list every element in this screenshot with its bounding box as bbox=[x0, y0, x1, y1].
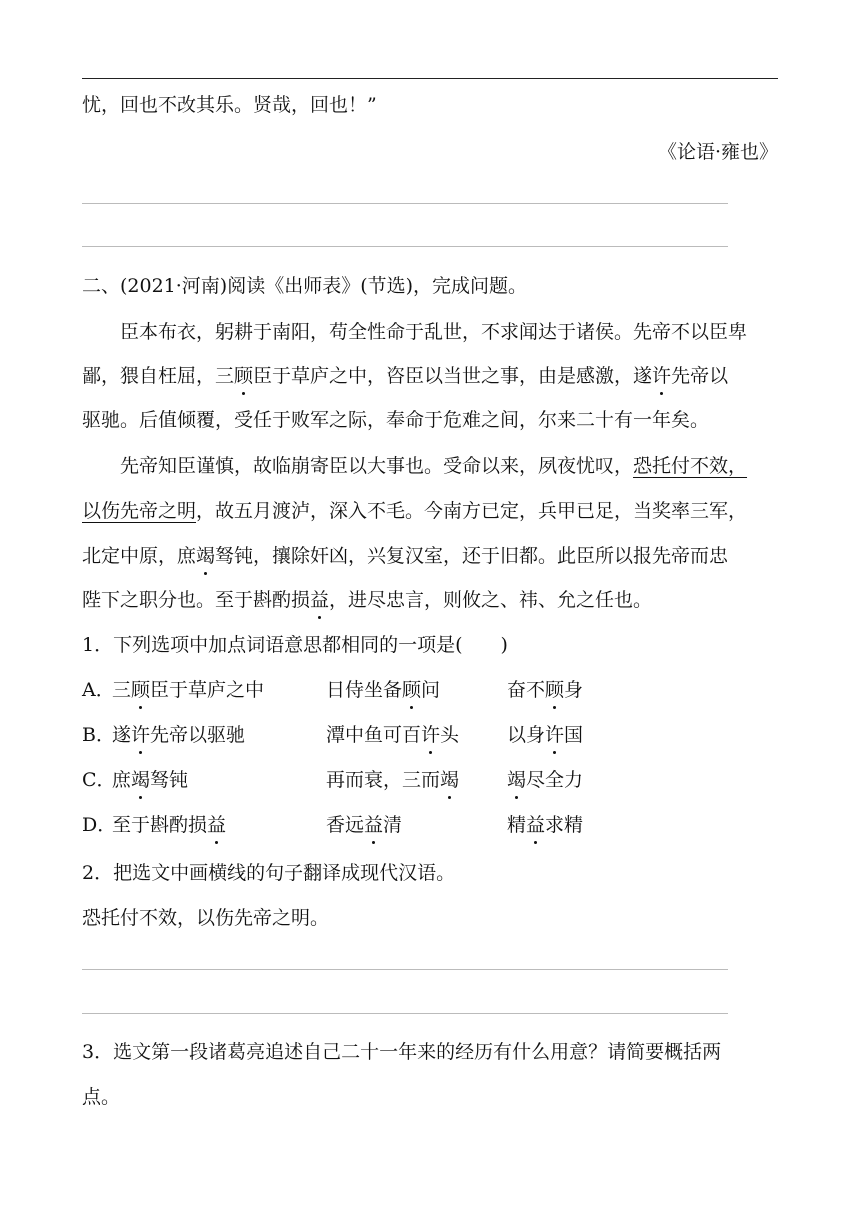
option-d-col2: 香远益清 bbox=[326, 814, 403, 836]
answer-line bbox=[82, 203, 728, 204]
answer-line bbox=[82, 1013, 728, 1014]
passage-line: 北定中原，庶竭驽钝，攘除奸凶，兴复汉室，还于旧都。此臣所以报先帝而忠 bbox=[82, 545, 729, 567]
dotted-char: 顾 bbox=[131, 679, 151, 701]
answer-line bbox=[82, 246, 728, 247]
dotted-char: 益 bbox=[310, 589, 330, 611]
passage-fragment-line: 忧，回也不改其乐。贤哉，回也！” bbox=[82, 94, 377, 116]
option-b-label: B． bbox=[82, 724, 115, 746]
question-2-stem: 2．把选文中画横线的句子翻译成现代汉语。 bbox=[82, 862, 456, 884]
passage-line: 陛下之职分也。至于斟酌损益，进尽忠言，则攸之、祎、允之任也。 bbox=[82, 589, 653, 611]
option-b-col3: 以身许国 bbox=[507, 724, 584, 746]
dotted-char: 许 bbox=[421, 724, 441, 746]
dotted-char: 顾 bbox=[402, 679, 422, 701]
question-2-sentence: 恐托付不效，以伤先帝之明。 bbox=[82, 907, 330, 929]
dotted-char: 许 bbox=[652, 365, 672, 387]
underlined-sentence: 恐托付不效， bbox=[633, 455, 748, 477]
passage-line: 臣本布衣，躬耕于南阳，苟全性命于乱世，不求闻达于诸侯。先帝不以臣卑 bbox=[120, 321, 748, 343]
dotted-char: 竭 bbox=[131, 769, 151, 791]
dotted-char: 益 bbox=[526, 814, 546, 836]
option-d-label: D． bbox=[82, 814, 117, 836]
dotted-char: 许 bbox=[131, 724, 151, 746]
answer-line bbox=[82, 969, 728, 970]
option-c-col3: 竭尽全力 bbox=[507, 769, 584, 791]
passage-line: 以伤先帝之明，故五月渡泸，深入不毛。今南方已定，兵甲已足，当奖率三军， bbox=[82, 500, 748, 522]
dotted-char: 顾 bbox=[545, 679, 565, 701]
option-a-col1: 三顾臣于草庐之中 bbox=[112, 679, 265, 701]
dotted-char: 许 bbox=[545, 724, 565, 746]
header-rule bbox=[82, 78, 778, 79]
option-a-col3: 奋不顾身 bbox=[507, 679, 584, 701]
dotted-char: 顾 bbox=[234, 365, 254, 387]
option-c-label: C． bbox=[82, 769, 116, 791]
option-b-col2: 潭中鱼可百许头 bbox=[326, 724, 460, 746]
option-d-col1: 至于斟酌损益 bbox=[112, 814, 227, 836]
dotted-char: 益 bbox=[207, 814, 227, 836]
passage-line: 先帝知臣谨慎，故临崩寄臣以大事也。受命以来，夙夜忧叹，恐托付不效， bbox=[120, 455, 748, 477]
passage-line: 鄙，猥自枉屈，三顾臣于草庐之中，咨臣以当世之事，由是感激，遂许先帝以 bbox=[82, 365, 729, 387]
source-citation: 《论语·雍也》 bbox=[657, 141, 778, 163]
dotted-char: 竭 bbox=[440, 769, 460, 791]
question-1-stem: 1．下列选项中加点词语意思都相同的一项是( ) bbox=[82, 634, 508, 656]
dotted-char: 益 bbox=[364, 814, 384, 836]
underlined-sentence: 以伤先帝之明 bbox=[82, 500, 197, 522]
option-d-col3: 精益求精 bbox=[507, 814, 584, 836]
option-b-col1: 遂许先帝以驱驰 bbox=[112, 724, 246, 746]
section-heading: 二、(2021·河南)阅读《出师表》(节选)，完成问题。 bbox=[82, 275, 528, 297]
dotted-char: 竭 bbox=[507, 769, 527, 791]
option-c-col2: 再而衰，三而竭 bbox=[326, 769, 460, 791]
option-a-label: A． bbox=[82, 679, 115, 701]
option-c-col1: 庶竭驽钝 bbox=[112, 769, 189, 791]
question-3-stem: 3．选文第一段诸葛亮追述自己二十一年来的经历有什么用意？请简要概括两 bbox=[82, 1041, 722, 1063]
option-a-col2: 日侍坐备顾问 bbox=[326, 679, 441, 701]
question-3-stem-cont: 点。 bbox=[82, 1086, 121, 1108]
dotted-char: 竭 bbox=[196, 545, 216, 567]
passage-line: 驱驰。后值倾覆，受任于败军之际，奉命于危难之间，尔来二十有一年矣。 bbox=[82, 409, 710, 431]
